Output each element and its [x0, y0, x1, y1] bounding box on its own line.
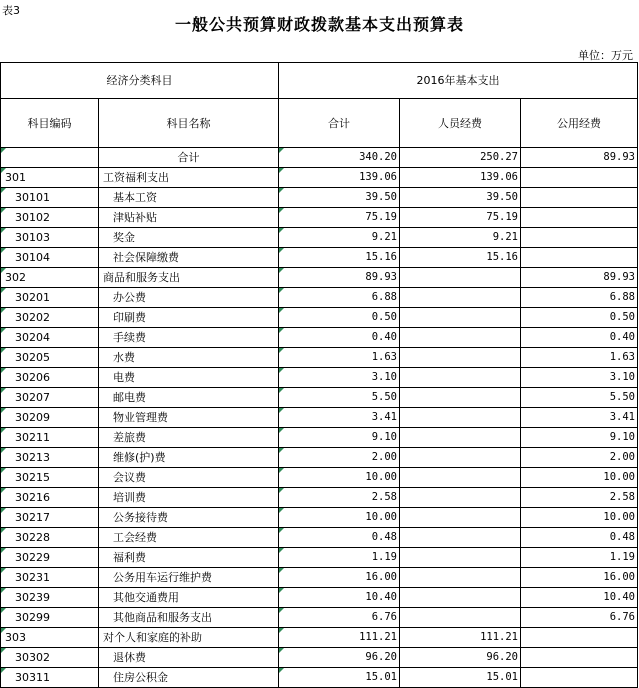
cell-code: 30201 [1, 288, 99, 308]
cell-total: 0.50 [279, 308, 400, 328]
cell-total: 340.20 [279, 148, 400, 168]
cell-public: 1.19 [521, 548, 638, 568]
cell-total: 9.21 [279, 228, 400, 248]
cell-public: 10.00 [521, 508, 638, 528]
cell-total: 111.21 [279, 628, 400, 648]
cell-total: 15.01 [279, 668, 400, 688]
cell-marker-icon [1, 608, 6, 613]
cell-marker-icon [279, 608, 284, 613]
cell-code: 301 [1, 168, 99, 188]
cell-public: 0.48 [521, 528, 638, 548]
budget-table [0, 62, 638, 688]
cell-code: 30204 [1, 328, 99, 348]
table-row [1, 568, 638, 588]
cell-marker-icon [279, 508, 284, 513]
cell-public: 0.40 [521, 328, 638, 348]
cell-total: 1.63 [279, 348, 400, 368]
cell-code: 30103 [1, 228, 99, 248]
cell-marker-icon [279, 548, 284, 553]
header-total: 合计 [279, 99, 400, 148]
cell-code: 30302 [1, 648, 99, 668]
cell-public: 6.88 [521, 288, 638, 308]
cell-personnel [400, 508, 521, 528]
table-row [1, 468, 638, 488]
cell-total: 10.40 [279, 588, 400, 608]
cell-marker-icon [1, 288, 6, 293]
cell-total: 75.19 [279, 208, 400, 228]
cell-total: 89.93 [279, 268, 400, 288]
cell-marker-icon [1, 548, 6, 553]
cell-code [1, 148, 99, 168]
cell-public: 0.50 [521, 308, 638, 328]
cell-marker-icon [1, 368, 6, 373]
cell-name: 其他交通费用 [99, 588, 279, 608]
cell-marker-icon [1, 308, 6, 313]
cell-total: 5.50 [279, 388, 400, 408]
cell-personnel: 96.20 [400, 648, 521, 668]
cell-public [521, 168, 638, 188]
cell-marker-icon [279, 168, 284, 173]
cell-name: 工资福利支出 [99, 168, 279, 188]
cell-public: 5.50 [521, 388, 638, 408]
cell-personnel [400, 308, 521, 328]
cell-total: 6.88 [279, 288, 400, 308]
cell-personnel [400, 388, 521, 408]
header-economic-category: 经济分类科目 [1, 63, 279, 99]
table-row [1, 168, 638, 188]
cell-personnel [400, 348, 521, 368]
cell-personnel [400, 608, 521, 628]
cell-marker-icon [1, 348, 6, 353]
header-personnel: 人员经费 [400, 99, 521, 148]
cell-personnel: 75.19 [400, 208, 521, 228]
cell-name: 差旅费 [99, 428, 279, 448]
cell-code: 30216 [1, 488, 99, 508]
header-basic-expenditure: 2016年基本支出 [279, 63, 638, 99]
cell-public: 16.00 [521, 568, 638, 588]
cell-personnel [400, 288, 521, 308]
cell-total: 9.10 [279, 428, 400, 448]
cell-public: 10.40 [521, 588, 638, 608]
cell-marker-icon [279, 568, 284, 573]
table-row [1, 248, 638, 268]
cell-public: 9.10 [521, 428, 638, 448]
table-row [1, 208, 638, 228]
cell-marker-icon [279, 588, 284, 593]
cell-name: 其他商品和服务支出 [99, 608, 279, 628]
table-row [1, 508, 638, 528]
table-row [1, 488, 638, 508]
cell-marker-icon [279, 428, 284, 433]
table-row [1, 328, 638, 348]
cell-marker-icon [279, 668, 284, 673]
cell-marker-icon [279, 328, 284, 333]
cell-code: 30207 [1, 388, 99, 408]
cell-total: 2.58 [279, 488, 400, 508]
cell-total: 16.00 [279, 568, 400, 588]
cell-personnel: 139.06 [400, 168, 521, 188]
cell-name: 对个人和家庭的补助 [99, 628, 279, 648]
table-row [1, 288, 638, 308]
cell-marker-icon [279, 148, 284, 153]
cell-total: 10.00 [279, 468, 400, 488]
cell-total: 10.00 [279, 508, 400, 528]
cell-name: 会议费 [99, 468, 279, 488]
table-row [1, 548, 638, 568]
cell-marker-icon [1, 248, 6, 253]
cell-code: 30299 [1, 608, 99, 628]
cell-personnel: 9.21 [400, 228, 521, 248]
cell-marker-icon [1, 168, 6, 173]
cell-name: 社会保障缴费 [99, 248, 279, 268]
table-row [1, 348, 638, 368]
cell-public: 3.41 [521, 408, 638, 428]
cell-marker-icon [1, 388, 6, 393]
table-row [1, 648, 638, 668]
cell-marker-icon [1, 528, 6, 533]
cell-name: 手续费 [99, 328, 279, 348]
cell-total: 2.00 [279, 448, 400, 468]
cell-public: 2.00 [521, 448, 638, 468]
cell-personnel: 15.16 [400, 248, 521, 268]
cell-marker-icon [1, 208, 6, 213]
cell-code: 30104 [1, 248, 99, 268]
cell-code: 30239 [1, 588, 99, 608]
cell-marker-icon [279, 488, 284, 493]
cell-marker-icon [1, 488, 6, 493]
unit-label: 单位：万元 [578, 49, 633, 62]
cell-name: 水费 [99, 348, 279, 368]
cell-total: 0.40 [279, 328, 400, 348]
cell-code: 30231 [1, 568, 99, 588]
table-row [1, 368, 638, 388]
cell-marker-icon [1, 228, 6, 233]
cell-marker-icon [1, 648, 6, 653]
cell-name: 退休费 [99, 648, 279, 668]
cell-marker-icon [279, 228, 284, 233]
cell-code: 303 [1, 628, 99, 648]
cell-marker-icon [1, 668, 6, 673]
cell-code: 30205 [1, 348, 99, 368]
cell-marker-icon [1, 188, 6, 193]
cell-marker-icon [279, 288, 284, 293]
cell-code: 30229 [1, 548, 99, 568]
cell-total: 15.16 [279, 248, 400, 268]
cell-name: 奖金 [99, 228, 279, 248]
cell-marker-icon [1, 588, 6, 593]
cell-public: 89.93 [521, 268, 638, 288]
cell-marker-icon [1, 148, 6, 153]
cell-name: 印刷费 [99, 308, 279, 328]
cell-marker-icon [1, 568, 6, 573]
cell-code: 30213 [1, 448, 99, 468]
cell-public: 6.76 [521, 608, 638, 628]
cell-code: 30217 [1, 508, 99, 528]
cell-personnel [400, 328, 521, 348]
table-row [1, 528, 638, 548]
cell-name: 公务用车运行维护费 [99, 568, 279, 588]
header-public: 公用经费 [521, 99, 638, 148]
table-row [1, 228, 638, 248]
header-code: 科目编码 [1, 99, 99, 148]
cell-code: 30311 [1, 668, 99, 688]
cell-public: 1.63 [521, 348, 638, 368]
cell-name: 培训费 [99, 488, 279, 508]
table-row [1, 388, 638, 408]
table-row [1, 448, 638, 468]
cell-personnel [400, 268, 521, 288]
table-row [1, 668, 638, 688]
cell-code: 30102 [1, 208, 99, 228]
cell-code: 30209 [1, 408, 99, 428]
cell-marker-icon [279, 268, 284, 273]
cell-personnel [400, 548, 521, 568]
cell-marker-icon [279, 388, 284, 393]
table-row [1, 428, 638, 448]
cell-personnel: 39.50 [400, 188, 521, 208]
cell-total: 3.41 [279, 408, 400, 428]
table-row [1, 628, 638, 648]
cell-personnel: 111.21 [400, 628, 521, 648]
cell-marker-icon [279, 468, 284, 473]
cell-personnel [400, 428, 521, 448]
cell-public: 10.00 [521, 468, 638, 488]
cell-name: 商品和服务支出 [99, 268, 279, 288]
cell-personnel [400, 528, 521, 548]
cell-personnel [400, 468, 521, 488]
cell-marker-icon [279, 628, 284, 633]
cell-marker-icon [279, 648, 284, 653]
cell-public [521, 188, 638, 208]
cell-marker-icon [1, 428, 6, 433]
cell-personnel [400, 488, 521, 508]
table-row [1, 408, 638, 428]
table-number-label: 表3 [2, 4, 20, 17]
cell-marker-icon [279, 448, 284, 453]
cell-public [521, 668, 638, 688]
table-row [1, 268, 638, 288]
table-row [1, 588, 638, 608]
cell-marker-icon [279, 408, 284, 413]
cell-marker-icon [279, 248, 284, 253]
table-row [1, 308, 638, 328]
cell-marker-icon [1, 408, 6, 413]
cell-personnel [400, 368, 521, 388]
cell-personnel [400, 408, 521, 428]
cell-name: 合计 [99, 148, 279, 168]
cell-total: 3.10 [279, 368, 400, 388]
cell-total: 139.06 [279, 168, 400, 188]
cell-marker-icon [279, 368, 284, 373]
cell-name: 住房公积金 [99, 668, 279, 688]
cell-name: 邮电费 [99, 388, 279, 408]
cell-name: 物业管理费 [99, 408, 279, 428]
cell-name: 公务接待费 [99, 508, 279, 528]
cell-code: 30211 [1, 428, 99, 448]
cell-name: 电费 [99, 368, 279, 388]
cell-name: 维修(护)费 [99, 448, 279, 468]
cell-personnel [400, 568, 521, 588]
cell-public [521, 228, 638, 248]
table-row [1, 188, 638, 208]
cell-marker-icon [1, 448, 6, 453]
cell-total: 96.20 [279, 648, 400, 668]
header-name: 科目名称 [99, 99, 279, 148]
cell-marker-icon [1, 468, 6, 473]
cell-public: 2.58 [521, 488, 638, 508]
cell-code: 30228 [1, 528, 99, 548]
cell-name: 办公费 [99, 288, 279, 308]
cell-personnel [400, 588, 521, 608]
cell-public: 89.93 [521, 148, 638, 168]
cell-marker-icon [1, 628, 6, 633]
cell-marker-icon [279, 208, 284, 213]
table-row [1, 148, 638, 168]
cell-marker-icon [279, 188, 284, 193]
cell-personnel: 250.27 [400, 148, 521, 168]
cell-name: 基本工资 [99, 188, 279, 208]
cell-marker-icon [1, 328, 6, 333]
table-body [1, 148, 638, 688]
cell-code: 30206 [1, 368, 99, 388]
cell-name: 工会经费 [99, 528, 279, 548]
cell-public [521, 628, 638, 648]
cell-name: 福利费 [99, 548, 279, 568]
cell-total: 39.50 [279, 188, 400, 208]
cell-marker-icon [1, 508, 6, 513]
cell-marker-icon [279, 348, 284, 353]
cell-public: 3.10 [521, 368, 638, 388]
cell-name: 津贴补贴 [99, 208, 279, 228]
cell-code: 30215 [1, 468, 99, 488]
cell-marker-icon [279, 308, 284, 313]
table-row [1, 608, 638, 628]
cell-personnel: 15.01 [400, 668, 521, 688]
cell-personnel [400, 448, 521, 468]
cell-total: 0.48 [279, 528, 400, 548]
cell-total: 6.76 [279, 608, 400, 628]
cell-code: 30202 [1, 308, 99, 328]
cell-public [521, 248, 638, 268]
cell-total: 1.19 [279, 548, 400, 568]
page-title: 一般公共预算财政拨款基本支出预算表 [174, 15, 464, 34]
cell-marker-icon [1, 268, 6, 273]
cell-code: 302 [1, 268, 99, 288]
cell-marker-icon [279, 528, 284, 533]
cell-code: 30101 [1, 188, 99, 208]
cell-public [521, 208, 638, 228]
cell-public [521, 648, 638, 668]
